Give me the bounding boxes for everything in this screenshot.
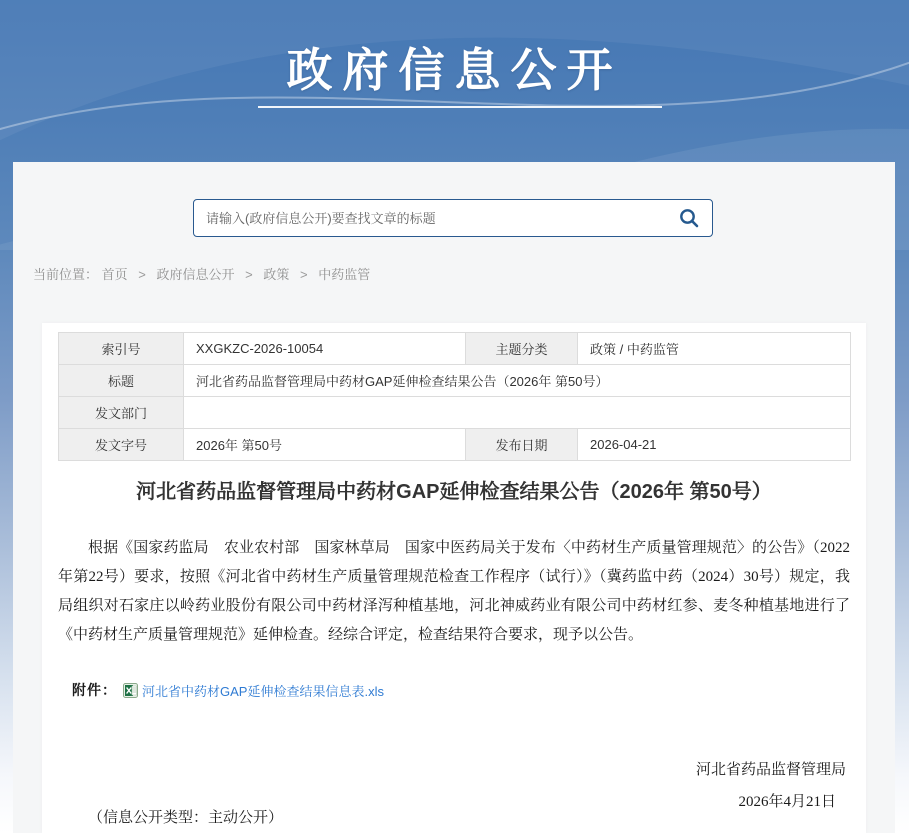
article-card	[42, 323, 866, 833]
search-input[interactable]	[194, 200, 666, 236]
document-title: 河北省药品监督管理局中药材GAP延伸检查结果公告（2026年 第50号）	[136, 481, 772, 503]
meta-value-issuing-dept	[184, 397, 851, 429]
meta-value-category: 政策 / 中药监管	[578, 333, 851, 365]
excel-file-icon	[123, 683, 138, 698]
meta-label-publish-date: 发布日期	[466, 429, 578, 461]
site-banner-title: 政府信息公开	[286, 44, 623, 96]
search-bar	[193, 199, 713, 237]
meta-label-index: 索引号	[59, 333, 184, 365]
breadcrumb-item-tcm-regulation[interactable]: 中药监管	[318, 267, 371, 282]
breadcrumb-item-policy[interactable]: 政策	[263, 267, 290, 282]
document-body: 根据《国家药监局 农业农村部 国家林草局 国家中医药局关于发布〈中药材生产质量管理规范〉的公告》（2022年第22号）要求，按照《河北省中药材生产质量管理规范检查工作程序（试行）》（冀药监中药（2024）30号）规定，我局组织对石家庄以岭药业股份有限公司中药材泽泻种植基地，河北神威药业有限公司中药材红参、麦冬种植基地进行了《中药材生产质量管理规范》延伸检查。经综合评定，检查结果符合要求，现予以公告。	[58, 540, 850, 643]
meta-value-doc-number: 2026年 第50号	[184, 429, 466, 461]
breadcrumb-separator: >	[245, 267, 253, 282]
banner-underline	[258, 106, 662, 108]
search-icon	[678, 207, 700, 229]
meta-value-index: XXGKZC-2026-10054	[184, 333, 466, 365]
disclosure-type-note: （信息公开类型：主动公开）	[88, 810, 284, 826]
breadcrumb	[33, 264, 370, 283]
meta-table	[58, 332, 851, 461]
meta-label-category: 主题分类	[466, 333, 578, 365]
attachment-label: 附件：	[72, 684, 117, 699]
signature-agency: 河北省药品监督管理局	[695, 762, 846, 778]
table-row	[59, 333, 851, 365]
breadcrumb-separator: >	[300, 267, 308, 282]
meta-label-doc-number: 发文字号	[59, 429, 184, 461]
attachment-row	[72, 680, 850, 700]
meta-value-title: 河北省药品监督管理局中药材GAP延伸检查结果公告（2026年 第50号）	[184, 365, 851, 397]
content-panel	[13, 162, 895, 833]
meta-label-issuing-dept: 发文部门	[59, 397, 184, 429]
meta-value-publish-date: 2026-04-21	[578, 429, 851, 461]
table-row	[59, 365, 851, 397]
breadcrumb-separator: >	[138, 267, 146, 282]
search-button[interactable]	[666, 200, 712, 236]
breadcrumb-label: 当前位置：	[33, 267, 99, 282]
table-row	[59, 429, 851, 461]
breadcrumb-item-gov-info[interactable]: 政府信息公开	[156, 267, 235, 282]
breadcrumb-item-home[interactable]: 首页	[101, 267, 128, 282]
signature-date: 2026年4月21日	[738, 794, 836, 810]
meta-label-title: 标题	[59, 365, 184, 397]
attachment-link[interactable]: 河北省中药材GAP延伸检查结果信息表.xls	[142, 683, 384, 699]
table-row	[59, 397, 851, 429]
